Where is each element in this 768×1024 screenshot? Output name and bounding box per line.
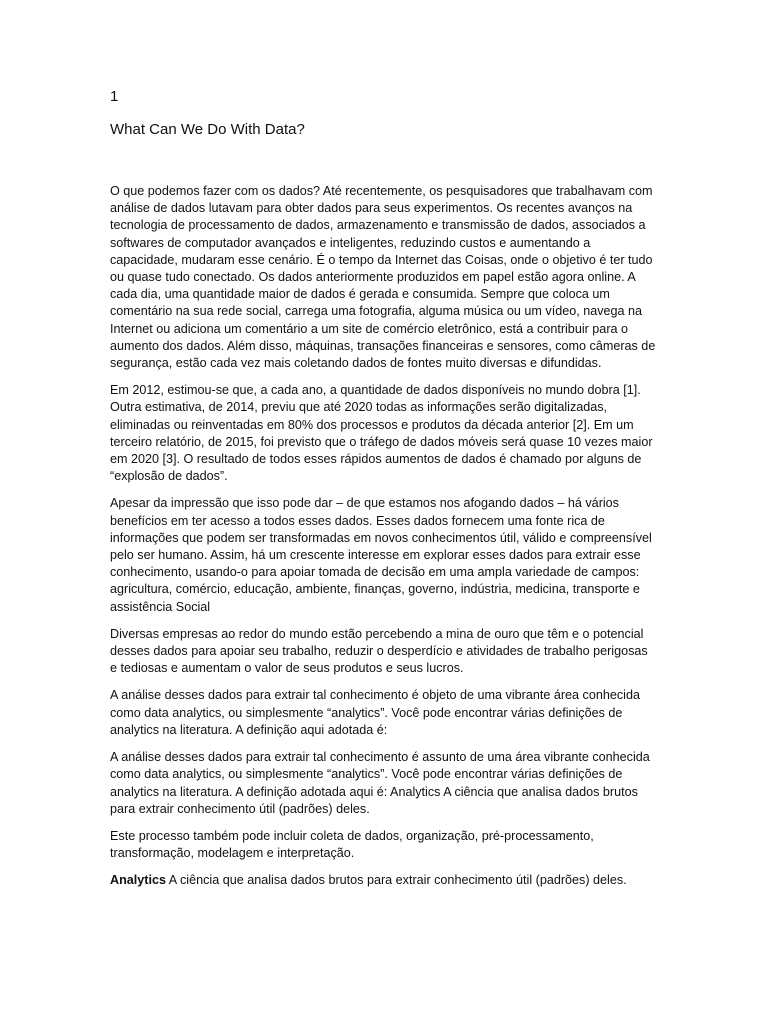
definition-text: A ciência que analisa dados brutos para extrair conhecimento útil (padrões) deles. — [166, 873, 627, 888]
chapter-number: 1 — [110, 88, 119, 105]
paragraph-estimates: Em 2012, estimou-se que, a cada ano, a quantidade de dados disponíveis no mundo dobra [1]. Outra estimativa, de 2014, previu que até 2020 todas as informações serão digitalizadas, eliminadas ou reinventadas em 80% dos processos e produtos da década anterior [2]. Em um terceiro relatório, de 2015, foi previsto que o tráfego de dados móveis será quase 10 vezes maior em 2020 [3]. O resultado de todos esses rápidos aumentos de dados é chamado por alguns de “explosão de dados”. — [110, 383, 653, 484]
definition-paragraph — [110, 872, 658, 889]
definition-term: Analytics — [110, 873, 166, 888]
paragraph-analytics-area: A análise desses dados para extrair tal conhecimento é objeto de uma vibrante área conhecida como data analytics, ou simplesmente “analytics”. Você pode encontrar várias definições de analytics na literatura. A definição aqui adotada é: — [110, 688, 640, 737]
paragraph-benefits: Apesar da impressão que isso pode dar – de que estamos nos afogando dados – há vários benefícios em ter acesso a todos esses dados. Esses dados fornecem uma fonte rica de informações que podem ser transformadas em novos conhecimentos útil, válido e compreensível pelo ser humano. Assim, há um crescente interesse em explorar esses dados para extrair esse conhecimento, usando-o para apoiar tomada de decisão em uma ampla variedade de campos: agricultura, comércio, educação, ambiente, finanças, governo, indústria, medicina, transporte e assistência Social — [110, 496, 652, 614]
paragraph-companies: Diversas empresas ao redor do mundo estão percebendo a mina de ouro que têm e o potencial desses dados para apoiar seu trabalho, reduzir o desperdício e atividades de trabalho perigosas e tediosas e aumentam o valor de seus produtos e seus lucros. — [110, 626, 648, 676]
paragraph-process: Este processo também pode incluir coleta de dados, organização, pré-processamento, transformação, modelagem e interpretação. — [110, 828, 594, 861]
paragraph-analytics-definition: A análise desses dados para extrair tal conhecimento é assunto de uma área vibrante conhecida como data analytics, ou simplesmente “analytics”. Você pode encontrar várias definições de analytics na literatura. A definição adotada aqui é: Analytics A ciência que analisa dados brutos para extrair conhecimento útil (padrões) deles. — [110, 750, 650, 816]
paragraph-intro: O que podemos fazer com os dados? Até recentemente, os pesquisadores que trabalhavam com análise de dados lutavam para obter dados para seus experimentos. Os recentes avanços na tecnologia de processamento de dados, armazenamento e transmissão de dados, associados a softwares de computador avançados e inteligentes, reduzindo custos e aumentando a capacidade, mudaram esse cenário. É o tempo da Internet das Coisas, onde o objetivo é ter tudo ou quase tudo conectado. Os dados anteriormente produzidos em papel estão agora online. A cada dia, uma quantidade maior de dados é gerada e consumida. Sempre que coloca um comentário na sua rede social, carrega uma fotografia, alguma música ou um vídeo, navega na Internet ou adiciona um comentário a um site de comércio eletrônico, está a contribuir para o aumento dos dados. Além disso, máquinas, transações financeiras e sensores, como câmeras de segurança, estão cada vez mais coletando dados de fontes muito diversas e difundidas. — [110, 184, 656, 371]
chapter-title: What Can We Do With Data? — [110, 121, 305, 138]
